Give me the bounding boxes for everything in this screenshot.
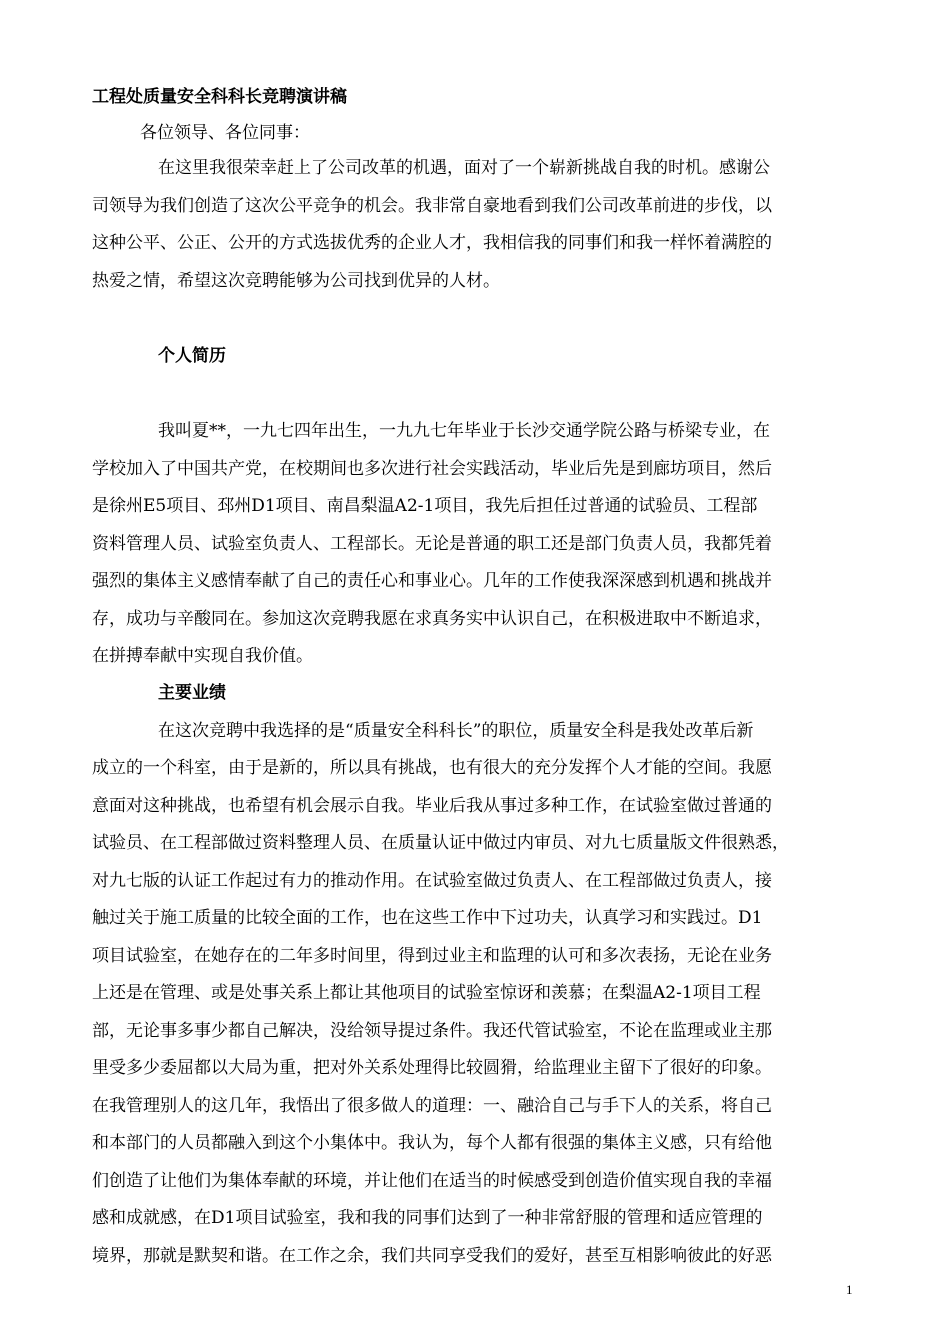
paragraph-line: 项目试验室，在她存在的二年多时间里，得到过业主和监理的认可和多次表扬，无论在业务 [92,946,772,966]
section-heading-resume: 个人简历 [158,346,226,366]
paragraph-line: 上还是在管理、或是处事关系上都让其他项目的试验室惊讶和羡慕；在梨温A2-1项目工程 [92,983,761,1003]
paragraph-line: 强烈的集体主义感情奉献了自己的责任心和事业心。几年的工作使我深深感到机遇和挑战并 [92,571,772,591]
paragraph-line: 试验员、在工程部做过资料整理人员、在质量认证中做过内审员、对九七质量版文件很熟悉， [92,833,789,853]
paragraph-line: 意面对这种挑战，也希望有机会展示自我。毕业后我从事过多种工作，在试验室做过普通的 [92,796,772,816]
paragraph-line: 学校加入了中国共产党，在校期间也多次进行社会实践活动，毕业后先是到廊坊项目，然后 [92,459,772,479]
document-title: 工程处质量安全科科长竞聘演讲稿 [92,87,347,107]
paragraph-line: 在这里我很荣幸赶上了公司改革的机遇，面对了一个崭新挑战自我的时机。感谢公 [158,158,770,178]
paragraph-line: 们创造了让他们为集体奉献的环境，并让他们在适当的时候感受到创造价值实现自我的幸福 [92,1171,772,1191]
paragraph-line: 感和成就感，在D1项目试验室，我和我的同事们达到了一种非常舒服的管理和适应管理的 [92,1208,763,1228]
paragraph-line: 部，无论事多事少都自己解决，没给领导提过条件。我还代管试验室，不论在监理或业主那 [92,1021,772,1041]
paragraph-line: 是徐州E5项目、邳州D1项目、南昌梨温A2-1项目，我先后担任过普通的试验员、工程部 [92,496,758,516]
paragraph-line: 我叫夏**，一九七四年出生，一九九七年毕业于长沙交通学院公路与桥梁专业，在 [158,421,770,441]
paragraph-line: 在拼搏奉献中实现自我价值。 [92,646,313,666]
paragraph-line: 在我管理别人的这几年，我悟出了很多做人的道理：一、融洽自己与手下人的关系，将自己 [92,1096,772,1116]
paragraph-line: 触过关于施工质量的比较全面的工作，也在这些工作中下过功夫，认真学习和实践过。D1 [92,908,763,928]
paragraph-line: 司领导为我们创造了这次公平竞争的机会。我非常自豪地看到我们公司改革前进的步伐，以 [92,196,772,216]
paragraph-line: 存，成功与辛酸同在。参加这次竞聘我愿在求真务实中认识自己，在积极进取中不断追求， [92,609,772,629]
paragraph-line: 在这次竞聘中我选择的是“质量安全科科长”的职位，质量安全科是我处改革后新 [158,721,754,741]
paragraph-line: 境界，那就是默契和谐。在工作之余，我们共同享受我们的爱好，甚至互相影响彼此的好恶 [92,1246,772,1266]
paragraph-line: 资料管理人员、试验室负责人、工程部长。无论是普通的职工还是部门负责人员，我都凭着 [92,534,772,554]
paragraph-line: 成立的一个科室，由于是新的，所以具有挑战，也有很大的充分发挥个人才能的空间。我愿 [92,758,772,778]
paragraph-line: 和本部门的人员都融入到这个小集体中。我认为，每个人都有很强的集体主义感，只有给他 [92,1133,772,1153]
paragraph-line: 这种公平、公正、公开的方式选拔优秀的企业人才，我相信我的同事们和我一样怀着满腔的 [92,233,772,253]
section-heading-achievements: 主要业绩 [158,683,226,703]
paragraph-line: 里受多少委屈都以大局为重，把对外关系处理得比较圆猾，给监理业主留下了很好的印象。 [92,1058,772,1078]
page-number: 1 [846,1282,853,1297]
greeting: 各位领导、各位同事： [140,123,310,143]
paragraph-line: 热爱之情，希望这次竞聘能够为公司找到优异的人材。 [92,271,500,291]
paragraph-line: 对九七版的认证工作起过有力的推动作用。在试验室做过负责人、在工程部做过负责人，接 [92,871,772,891]
